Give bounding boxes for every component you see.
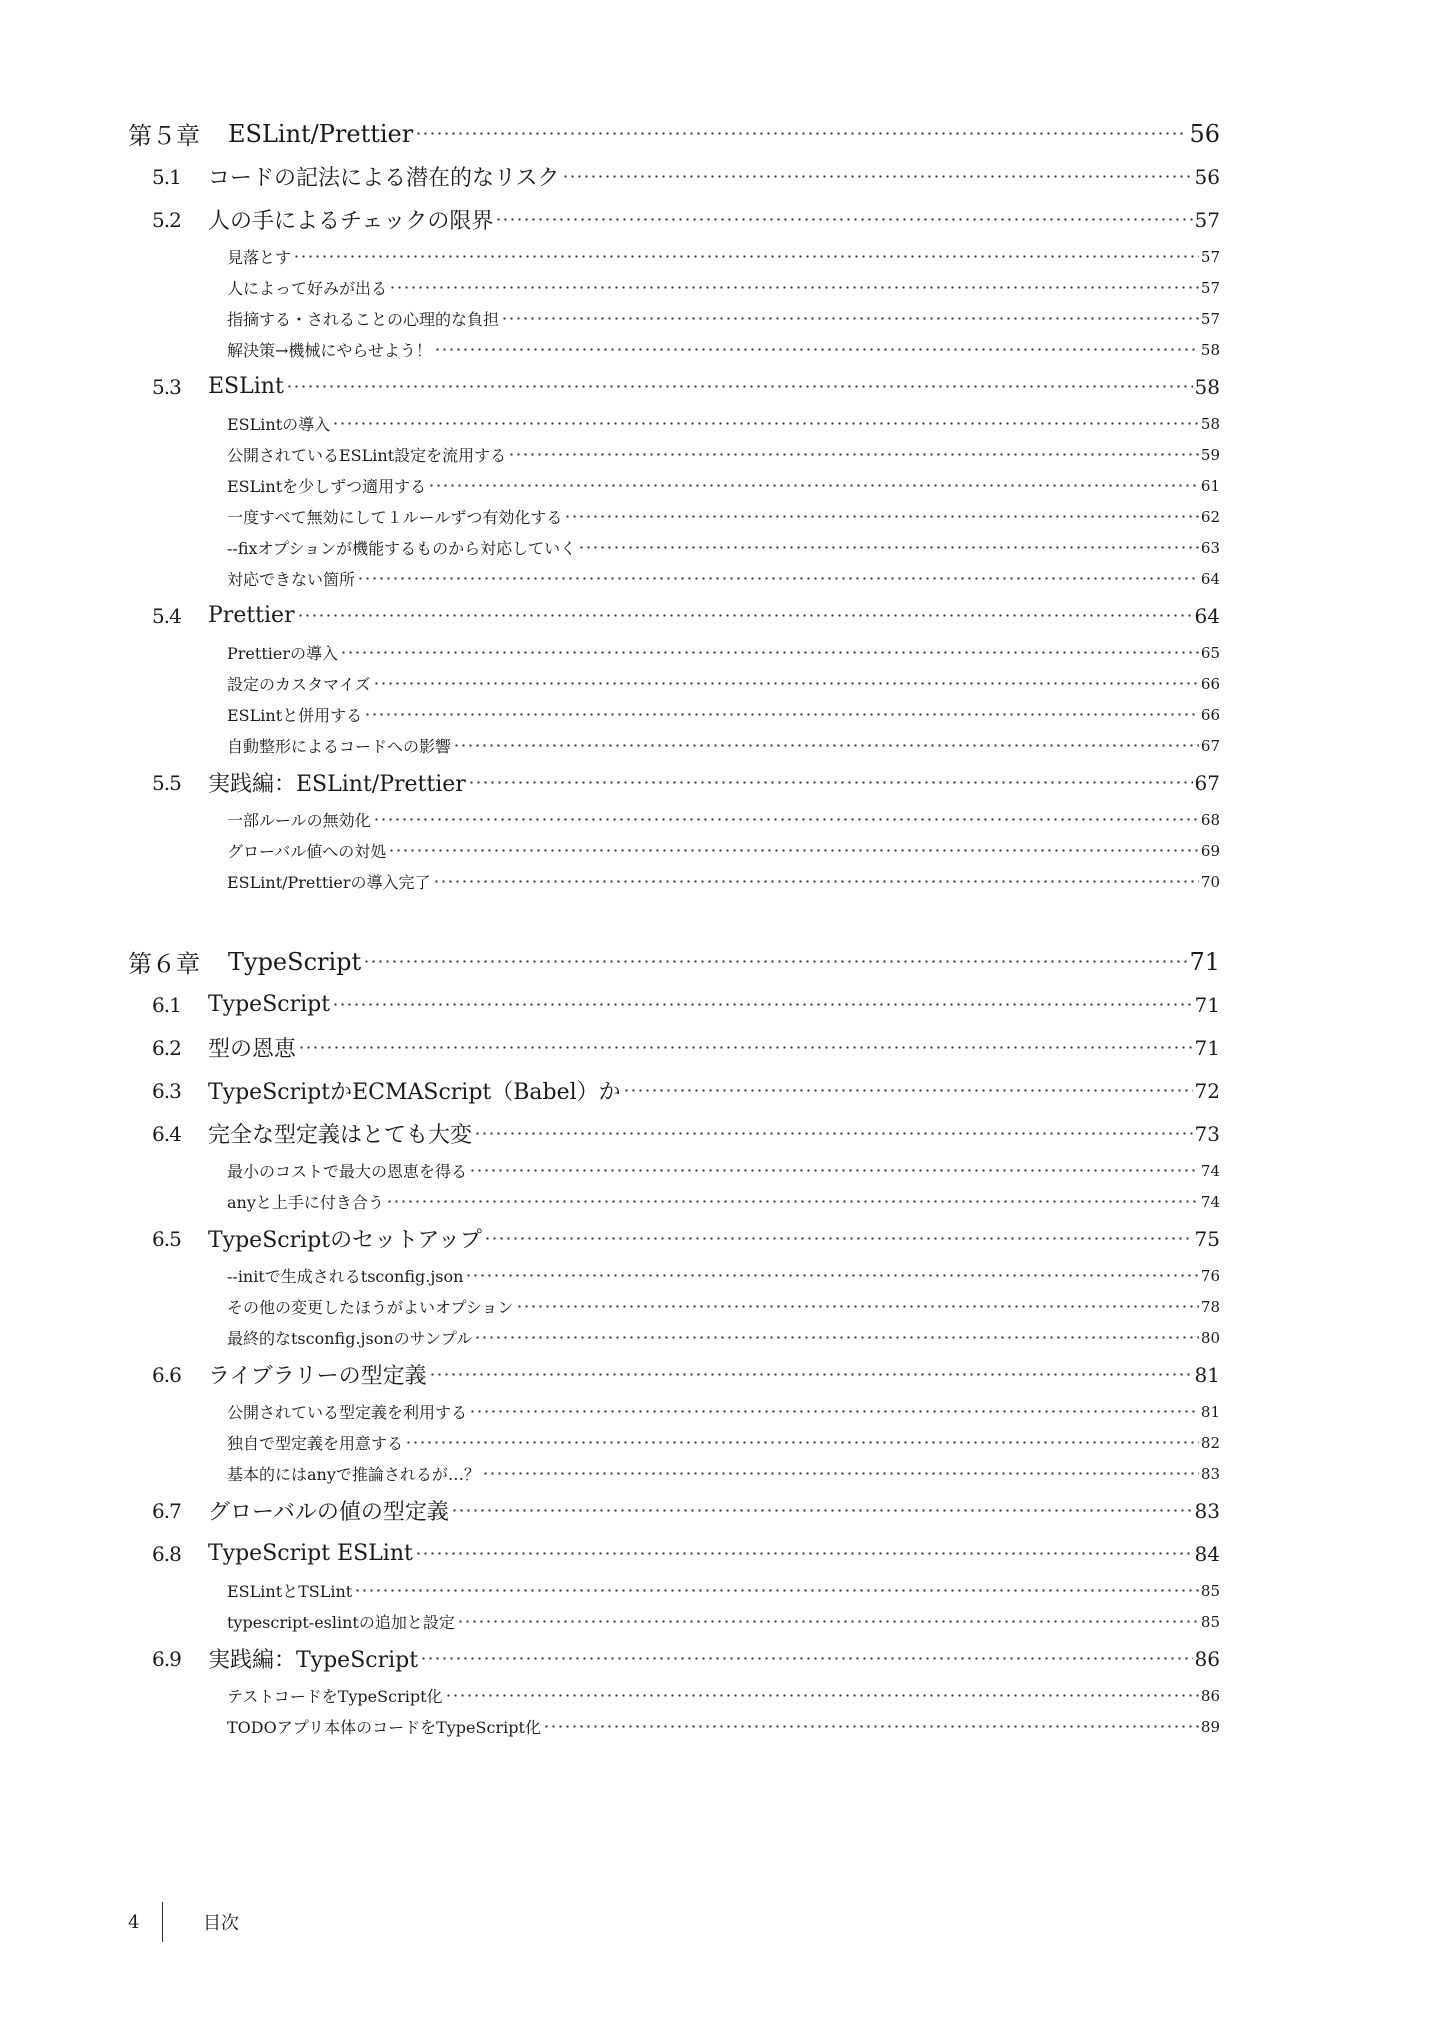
subsection-title: ESLint/Prettierの導入完了 xyxy=(227,873,431,892)
toc-section-entry[interactable] xyxy=(128,1217,1220,1260)
section-number: 5.4 xyxy=(152,603,181,628)
section-number: 6.8 xyxy=(152,1541,181,1566)
toc-subsection-entry[interactable] xyxy=(128,1186,1220,1217)
dot-leader xyxy=(433,880,1199,883)
page-number: 83 xyxy=(1194,1498,1220,1523)
dot-leader xyxy=(516,1305,1199,1308)
toc-section-entry[interactable] xyxy=(128,1026,1220,1069)
toc-section-entry[interactable] xyxy=(128,198,1220,241)
toc-subsection-entry[interactable] xyxy=(128,1711,1220,1742)
page-number: 61 xyxy=(1200,476,1220,495)
dot-leader xyxy=(474,1336,1199,1339)
subsection-title: 最終的なtsconfig.jsonのサンプル xyxy=(227,1329,473,1348)
section-number: 6.9 xyxy=(152,1646,181,1671)
page-number: 86 xyxy=(1200,1686,1220,1705)
page-number: 69 xyxy=(1200,841,1220,860)
dot-leader xyxy=(453,744,1199,747)
page-number: 74 xyxy=(1200,1161,1220,1180)
section-number: 6.3 xyxy=(152,1078,181,1103)
page-number: 58 xyxy=(1194,374,1220,399)
dot-leader xyxy=(332,1003,1192,1006)
subsection-title: Prettierの導入 xyxy=(227,644,338,663)
dot-leader xyxy=(562,175,1193,178)
toc-section-entry[interactable] xyxy=(128,365,1220,408)
page-number: 89 xyxy=(1200,1717,1220,1736)
page-number: 80 xyxy=(1200,1328,1220,1347)
section-number: 5.3 xyxy=(152,374,181,399)
subsection-title: ESLintの導入 xyxy=(227,415,331,434)
subsection-title: ESLintとTSLint xyxy=(227,1582,353,1601)
toc-section-entry[interactable] xyxy=(128,983,1220,1026)
dot-leader xyxy=(434,348,1199,351)
page-number: 76 xyxy=(1200,1266,1220,1285)
page-number: 66 xyxy=(1200,705,1220,724)
page-number: 83 xyxy=(1200,1464,1220,1483)
toc-subsection-entry[interactable] xyxy=(128,1606,1220,1637)
running-title: 目次 xyxy=(203,1913,239,1934)
page-number: 78 xyxy=(1200,1297,1220,1316)
dot-leader xyxy=(364,713,1199,716)
section-number: 6.2 xyxy=(152,1035,181,1060)
section-number: 5.5 xyxy=(152,770,181,795)
page-number: 58 xyxy=(1200,414,1220,433)
toc-subsection-entry[interactable] xyxy=(128,1427,1220,1458)
subsection-title: 公開されている型定義を利用する xyxy=(227,1403,468,1422)
dot-leader xyxy=(578,546,1199,549)
subsection-title: 公開されているESLint設定を流用する xyxy=(227,446,507,465)
toc-subsection-entry[interactable] xyxy=(128,835,1220,866)
subsection-title: typescript-eslintの追加と設定 xyxy=(227,1613,455,1632)
toc-section-entry[interactable] xyxy=(128,1637,1220,1680)
toc-subsection-entry[interactable] xyxy=(128,272,1220,303)
page-number: 56 xyxy=(1189,119,1220,148)
toc-subsection-entry[interactable] xyxy=(128,1575,1220,1606)
page-number: 62 xyxy=(1200,507,1220,526)
toc-subsection-entry[interactable] xyxy=(128,1291,1220,1322)
toc-section-entry[interactable] xyxy=(128,1353,1220,1396)
toc-chapter-entry[interactable] xyxy=(128,940,1220,983)
dot-leader xyxy=(354,1589,1199,1592)
subsection-title: 見落とす xyxy=(227,248,292,267)
toc-subsection-entry[interactable] xyxy=(128,668,1220,699)
toc-subsection-entry[interactable] xyxy=(128,303,1220,334)
dot-leader xyxy=(340,651,1199,654)
toc-subsection-entry[interactable] xyxy=(128,241,1220,272)
toc-subsection-entry[interactable] xyxy=(128,699,1220,730)
section-title: TypeScript ESLint xyxy=(208,1541,413,1566)
page-number: 56 xyxy=(1194,164,1220,189)
page-number: 57 xyxy=(1200,278,1220,297)
section-number: 6.1 xyxy=(152,992,181,1017)
dot-leader xyxy=(373,818,1199,821)
section-number: 6.7 xyxy=(152,1498,181,1523)
toc-section-entry[interactable] xyxy=(128,594,1220,637)
chapter-title: TypeScript xyxy=(228,947,362,976)
page-number: 71 xyxy=(1194,992,1220,1017)
page-number: 4 xyxy=(128,1911,140,1933)
subsection-title: テストコードをTypeScript化 xyxy=(227,1687,443,1706)
subsection-title: 最小のコストで最大の恩恵を得る xyxy=(227,1162,468,1181)
subsection-title: グローバル値への対処 xyxy=(227,842,387,861)
subsection-title: ESLintを少しずつ適用する xyxy=(227,477,427,496)
toc-subsection-entry[interactable] xyxy=(128,637,1220,668)
toc-subsection-entry[interactable] xyxy=(128,1322,1220,1353)
page-number: 71 xyxy=(1194,1035,1220,1060)
section-number: 6.4 xyxy=(152,1121,181,1146)
dot-leader xyxy=(286,385,1193,388)
subsection-title: anyと上手に付き合う xyxy=(227,1193,384,1212)
dot-leader xyxy=(415,1552,1193,1555)
toc-subsection-entry[interactable] xyxy=(128,470,1220,501)
dot-leader xyxy=(482,1472,1199,1475)
section-title: TypeScriptのセットアップ xyxy=(208,1228,482,1253)
page-number: 75 xyxy=(1194,1226,1220,1251)
section-number: 6.5 xyxy=(152,1226,181,1251)
section-title: ライブラリーの型定義 xyxy=(208,1364,427,1389)
page-number: 64 xyxy=(1200,569,1220,588)
toc-subsection-entry[interactable] xyxy=(128,804,1220,835)
page-number: 81 xyxy=(1194,1362,1220,1387)
toc-subsection-entry[interactable] xyxy=(128,1155,1220,1186)
subsection-title: 自動整形によるコードへの影響 xyxy=(227,737,452,756)
dot-leader xyxy=(386,1200,1199,1203)
page-number: 85 xyxy=(1200,1581,1220,1600)
section-number: 5.1 xyxy=(152,164,181,189)
dot-leader xyxy=(293,255,1199,258)
dot-leader xyxy=(389,286,1199,289)
toc-subsection-entry[interactable] xyxy=(128,1680,1220,1711)
footer-divider xyxy=(162,1902,163,1942)
toc-chapter-entry[interactable] xyxy=(128,112,1220,155)
dot-leader xyxy=(501,317,1199,320)
section-title: 実践編：TypeScript xyxy=(208,1648,419,1673)
section-title: TypeScriptかECMAScript（Babel）か xyxy=(208,1080,621,1105)
page-number: 68 xyxy=(1200,810,1220,829)
dot-leader xyxy=(445,1694,1199,1697)
page-number: 84 xyxy=(1194,1541,1220,1566)
page-number: 66 xyxy=(1200,674,1220,693)
toc-subsection-entry[interactable] xyxy=(128,1458,1220,1489)
dot-leader xyxy=(623,1089,1193,1092)
dot-leader xyxy=(469,1410,1199,1413)
subsection-title: 基本的にはanyで推論されるが…？ xyxy=(227,1465,480,1484)
dot-leader xyxy=(357,577,1199,580)
page-number: 81 xyxy=(1200,1402,1220,1421)
chapter-label: 第５章 xyxy=(128,122,200,150)
section-title: コードの記法による潜在的なリスク xyxy=(208,166,560,191)
toc-subsection-entry[interactable] xyxy=(128,563,1220,594)
subsection-title: 対応できない箇所 xyxy=(227,570,356,589)
dot-leader xyxy=(428,484,1199,487)
dot-leader xyxy=(495,218,1192,221)
dot-leader xyxy=(373,682,1199,685)
section-title: 人の手によるチェックの限界 xyxy=(208,209,494,234)
page-number: 74 xyxy=(1200,1192,1220,1211)
toc-subsection-entry[interactable] xyxy=(128,334,1220,365)
toc-section-entry[interactable] xyxy=(128,1112,1220,1155)
dot-leader xyxy=(415,132,1187,135)
page-number: 85 xyxy=(1200,1612,1220,1631)
chapter-title: ESLint/Prettier xyxy=(228,119,414,148)
dot-leader xyxy=(465,1274,1198,1277)
dot-leader xyxy=(332,422,1199,425)
page-number: 82 xyxy=(1200,1433,1220,1452)
dot-leader xyxy=(429,1373,1193,1376)
page-footer xyxy=(128,1902,239,1942)
subsection-title: その他の変更したほうがよいオプション xyxy=(227,1298,514,1317)
dot-leader xyxy=(388,849,1199,852)
section-title: ESLint xyxy=(208,374,284,399)
page-number: 57 xyxy=(1200,247,1220,266)
dot-leader xyxy=(468,781,1193,784)
toc-subsection-entry[interactable] xyxy=(128,408,1220,439)
page-number: 67 xyxy=(1200,736,1220,755)
toc-subsection-entry[interactable] xyxy=(128,730,1220,761)
page-number: 65 xyxy=(1200,643,1220,662)
toc-subsection-entry[interactable] xyxy=(128,439,1220,470)
page-number: 86 xyxy=(1194,1646,1220,1671)
page-number: 70 xyxy=(1200,872,1220,891)
page-number: 73 xyxy=(1194,1121,1220,1146)
dot-leader xyxy=(363,960,1187,963)
page-number: 63 xyxy=(1200,538,1220,557)
dot-leader xyxy=(420,1657,1192,1660)
dot-leader xyxy=(469,1169,1199,1172)
page-number: 64 xyxy=(1194,603,1220,628)
toc-subsection-entry[interactable] xyxy=(128,532,1220,563)
toc-subsection-entry[interactable] xyxy=(128,1260,1220,1291)
section-title: Prettier xyxy=(208,603,295,628)
section-title: グローバルの値の型定義 xyxy=(208,1500,449,1525)
dot-leader xyxy=(564,515,1199,518)
subsection-title: 指摘する・されることの心理的な負担 xyxy=(227,310,500,329)
subsection-title: --fixオプションが機能するものから対応していく xyxy=(227,539,577,558)
toc-section-entry[interactable] xyxy=(128,1489,1220,1532)
dot-leader xyxy=(405,1441,1199,1444)
toc-subsection-entry[interactable] xyxy=(128,866,1220,897)
dot-leader xyxy=(484,1237,1193,1240)
dot-leader xyxy=(298,1046,1193,1049)
dot-leader xyxy=(457,1620,1199,1623)
subsection-title: TODOアプリ本体のコードをTypeScript化 xyxy=(227,1718,541,1737)
subsection-title: 一部ルールの無効化 xyxy=(227,811,371,830)
subsection-title: 人によって好みが出る xyxy=(227,279,388,298)
section-title: TypeScript xyxy=(208,992,331,1017)
subsection-title: 一度すべて無効にして１ルールずつ有効化する xyxy=(227,508,563,527)
subsection-title: 独自で型定義を用意する xyxy=(227,1434,404,1453)
toc-section-entry[interactable] xyxy=(128,1069,1220,1112)
toc-subsection-entry[interactable] xyxy=(128,501,1220,532)
section-number: 5.2 xyxy=(152,207,181,232)
dot-leader xyxy=(474,1132,1193,1135)
page-number: 57 xyxy=(1200,309,1220,328)
dot-leader xyxy=(543,1725,1199,1728)
section-title: 完全な型定義はとても大変 xyxy=(208,1123,473,1148)
section-title: 実践編：ESLint/Prettier xyxy=(208,772,466,797)
page-number: 59 xyxy=(1200,445,1220,464)
subsection-title: 解決策→機械にやらせよう！ xyxy=(227,341,432,360)
subsection-title: --initで生成されるtsconfig.json xyxy=(227,1267,464,1286)
dot-leader xyxy=(508,453,1199,456)
page-number: 57 xyxy=(1194,207,1220,232)
page-number: 67 xyxy=(1194,770,1220,795)
toc-section-entry[interactable] xyxy=(128,155,1220,198)
section-number: 6.6 xyxy=(152,1362,181,1387)
page-number: 72 xyxy=(1194,1078,1220,1103)
page-number: 58 xyxy=(1200,340,1220,359)
subsection-title: 設定のカスタマイズ xyxy=(227,675,371,694)
toc-section-entry[interactable] xyxy=(128,761,1220,804)
toc-section-entry[interactable] xyxy=(128,1532,1220,1575)
dot-leader xyxy=(451,1509,1193,1512)
chapter-label: 第６章 xyxy=(128,950,200,978)
dot-leader xyxy=(297,614,1193,617)
toc-subsection-entry[interactable] xyxy=(128,1396,1220,1427)
subsection-title: ESLintと併用する xyxy=(227,706,363,725)
section-title: 型の恩恵 xyxy=(208,1037,297,1062)
table-of-contents xyxy=(128,112,1220,1742)
page-number: 71 xyxy=(1189,947,1220,976)
